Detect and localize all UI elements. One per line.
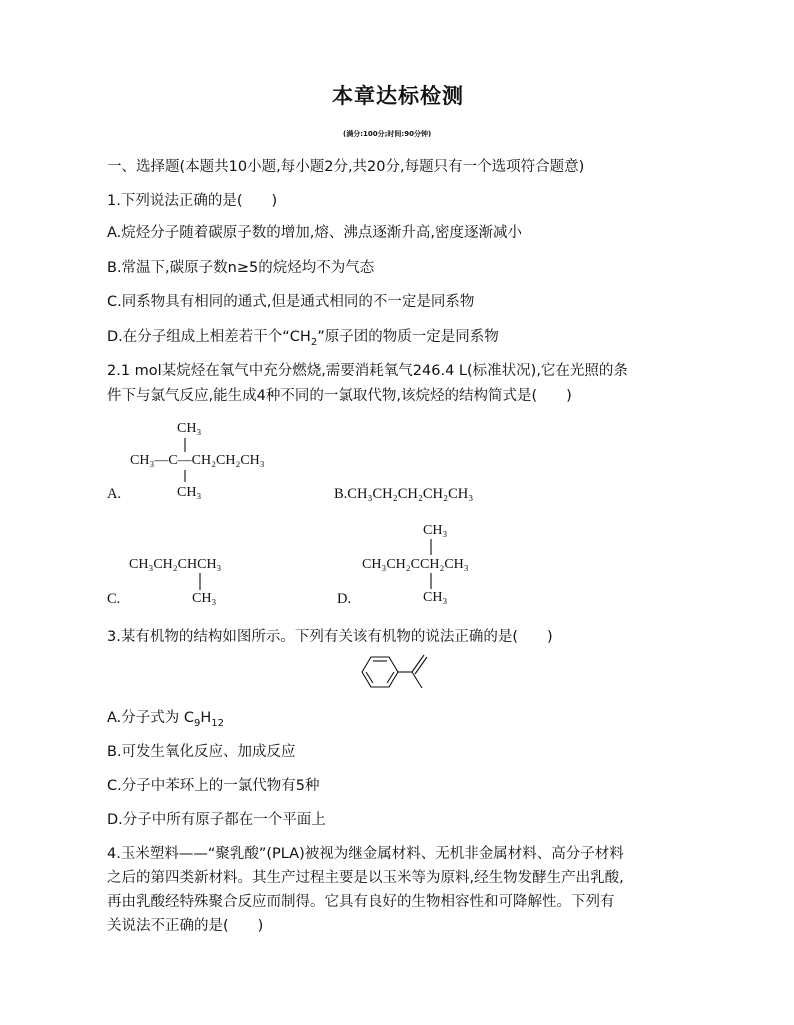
struct-c-bottom: CH₃	[192, 591, 217, 606]
exam-note: (满分:100分;时间:90分钟)	[343, 130, 432, 138]
q1-option-b: B.常温下,碳原子数n≥5的烷烃均不为气态	[107, 260, 375, 276]
q4-stem-line3: 再由乳酸经特殊聚合反应而制得。它具有良好的生物相容性和可降解性。下列有	[107, 894, 615, 910]
methyl-bond	[412, 672, 422, 688]
struct-a-top: CH₃	[177, 421, 202, 436]
q3-option-b: B.可发生氧化反应、加成反应	[107, 744, 296, 760]
q1-option-d-pre: D.在分子组成上相差若干个“CH	[107, 329, 311, 345]
page-title: 本章达标检测	[332, 84, 464, 108]
q2-structure-c	[125, 550, 265, 608]
section-heading: 一、选择题(本题共10小题,每小题2分,共20分,每题只有一个选项符合题意)	[107, 159, 585, 175]
q4-stem-line2: 之后的第四类新材料。其生产过程主要是以玉米等为原料,经生物发酵生产出乳酸,	[107, 870, 624, 886]
q3-option-a-sub2: 12	[211, 717, 225, 729]
q1-option-a: A.烷烃分子随着碳原子数的增加,熔、沸点逐渐升高,密度逐渐减小	[107, 225, 522, 241]
q2-option-c-label: C.	[107, 591, 121, 607]
q3-option-a-mid: H	[200, 710, 212, 726]
struct-a-main: CH₃—C—CH₂CH₂CH₃	[130, 453, 265, 468]
q2-option-b: B.CH₃CH₂CH₂CH₂CH₃	[334, 486, 474, 502]
q3-option-a-pre: A.分子式为 C	[107, 710, 195, 726]
q1-option-d	[107, 325, 499, 348]
q3-option-a	[107, 706, 224, 729]
q3-molecule-diagram	[352, 648, 442, 696]
struct-d-main: CH₃CH₂CCH₂CH₃	[362, 557, 469, 572]
q4-stem-line4: 关说法不正确的是( )	[107, 918, 264, 934]
struct-a-bottom: CH₃	[177, 485, 202, 500]
q2-stem-line1: 2.1 mol某烷烃在氧气中充分燃烧,需要消耗氧气246.4 L(标准状况),它在光照的条	[107, 363, 628, 379]
q1-stem: 1.下列说法正确的是( )	[107, 193, 278, 209]
q1-option-d-sub: 2	[310, 336, 318, 348]
q3-option-c: C.分子中苯环上的一氯代物有5种	[107, 778, 320, 794]
struct-d-bottom: CH₃	[423, 590, 448, 605]
q2-structure-d	[357, 517, 517, 607]
q2-stem-line2: 件下与氯气反应,能生成4种不同的一氯取代物,该烷烃的结构简式是( )	[107, 388, 572, 404]
struct-d-top: CH₃	[423, 523, 448, 538]
q3-option-d: D.分子中所有原子都在一个平面上	[107, 812, 326, 828]
q2-option-d-label: D.	[337, 591, 352, 607]
q4-stem-line1: 4.玉米塑料——“聚乳酸”(PLA)被视为继金属材料、无机非金属材料、高分子材料	[107, 846, 624, 862]
q2-structure-a	[125, 416, 315, 501]
q2-option-a-label: A.	[107, 486, 122, 502]
q3-stem: 3.某有机物的结构如图所示。下列有关该有机物的说法正确的是( )	[107, 629, 553, 645]
struct-c-main: CH₃CH₂CHCH₃	[129, 557, 222, 572]
q3-option-a-sub1: 9	[194, 717, 201, 729]
q1-option-c: C.同系物具有相同的通式,但是通式相同的不一定是同系物	[107, 294, 475, 310]
q1-option-d-post: ”原子团的物质一定是同系物	[317, 329, 499, 345]
